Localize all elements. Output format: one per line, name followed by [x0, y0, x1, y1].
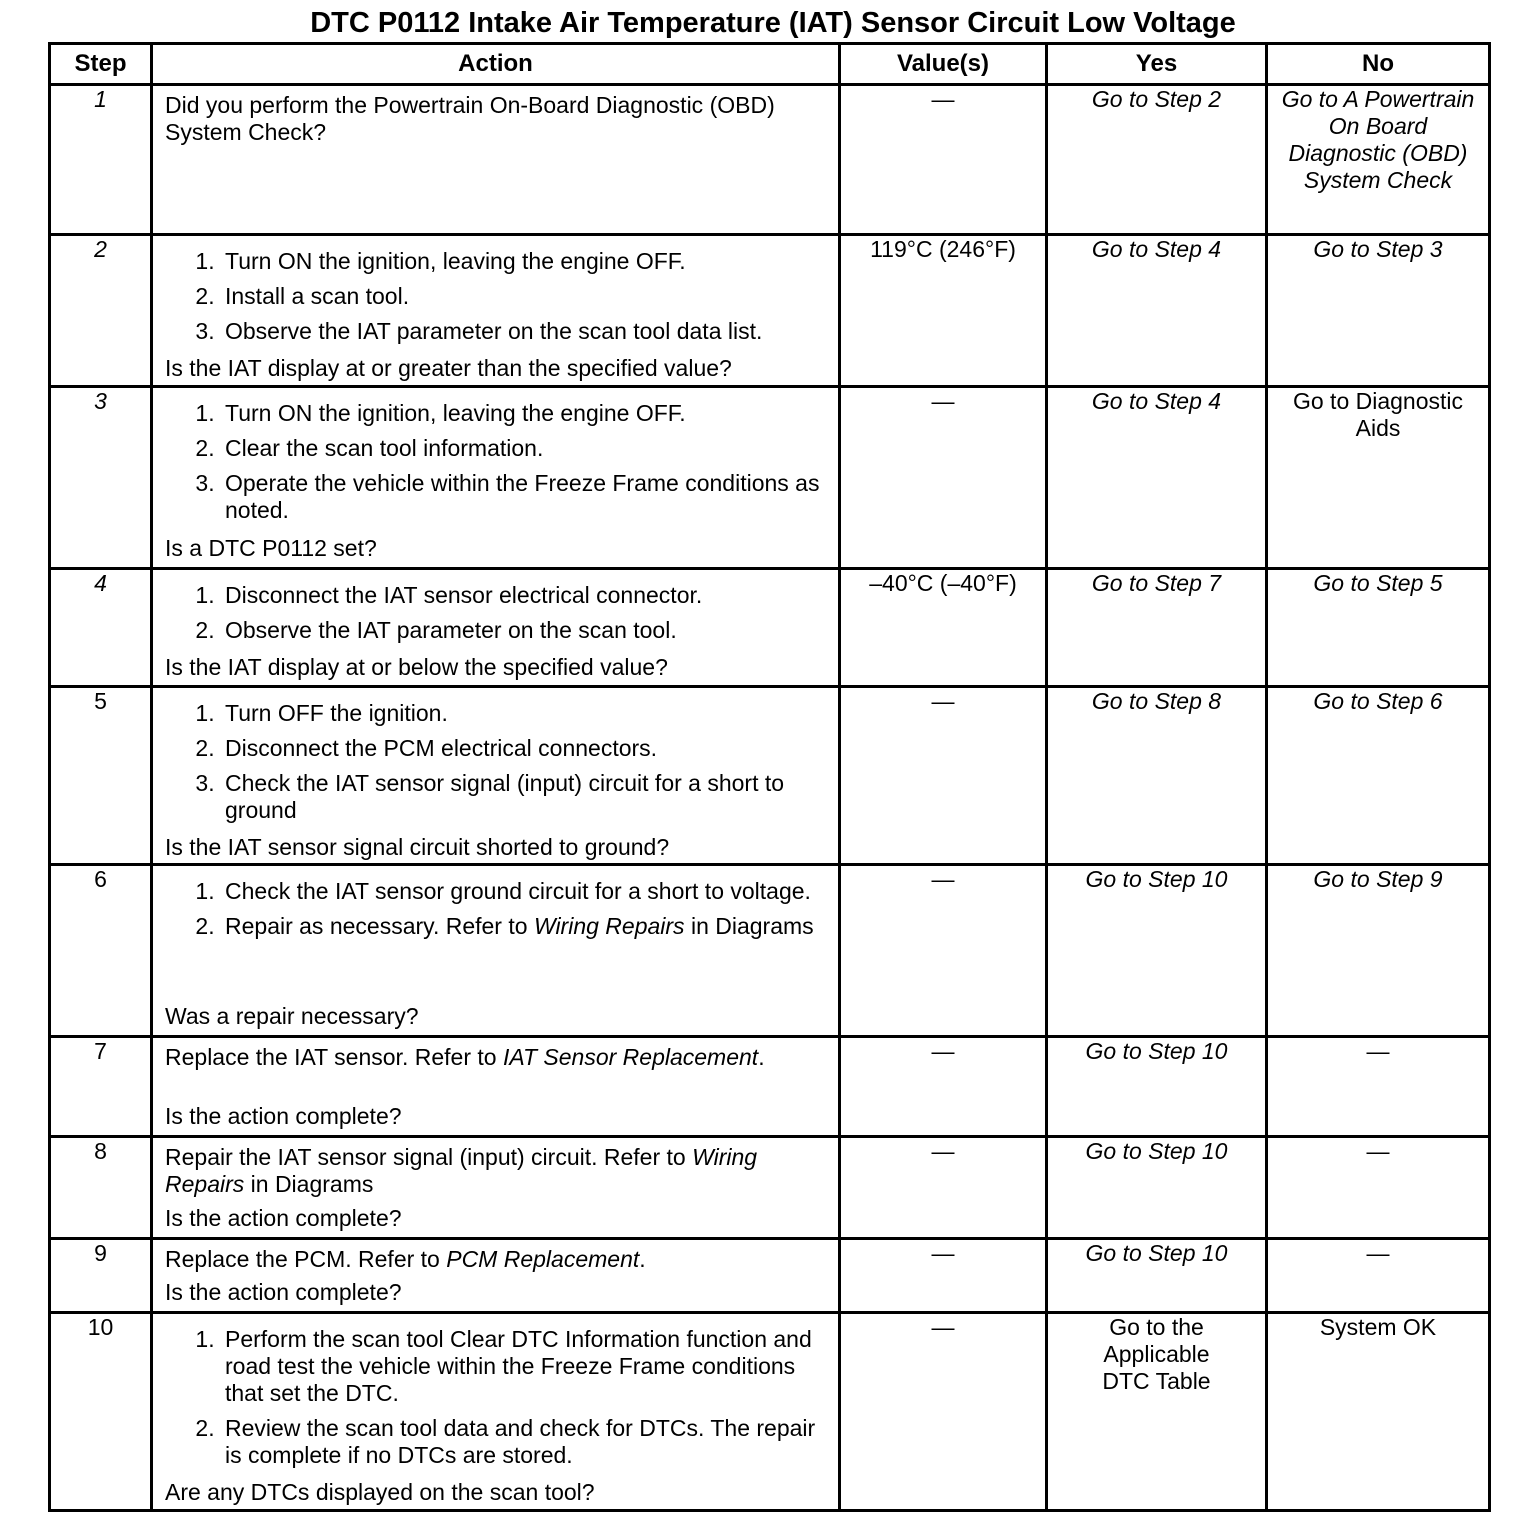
value-cell: — — [840, 387, 1047, 569]
yes-cell: Go to Step 10 — [1047, 1239, 1267, 1313]
list-item: 1. Check the IAT sensor ground circuit for a short to voltage. — [221, 878, 826, 905]
header-step: Step — [50, 44, 152, 85]
no-cell: Go to Diagnostic Aids — [1267, 387, 1490, 569]
action-cell — [152, 1313, 840, 1511]
action-list — [165, 400, 826, 532]
value-cell: — — [840, 85, 1047, 235]
action-cell — [152, 235, 840, 387]
no-cell: Go to A Powertrain On Board Diagnostic (OBD) System Check — [1267, 85, 1490, 235]
action-question: Is the IAT display at or below the specified value? — [165, 654, 668, 680]
action-text-part: . — [639, 1246, 646, 1272]
action-text — [165, 1246, 826, 1273]
yes-cell: Go to Step 2 — [1047, 85, 1267, 235]
action-cell — [152, 1037, 840, 1137]
table-row — [50, 235, 1490, 387]
action-list — [165, 700, 826, 832]
list-item: 3. Operate the vehicle within the Freeze Frame conditions as noted. — [221, 470, 826, 524]
step-number: 9 — [50, 1239, 152, 1313]
list-item: 1. Disconnect the IAT sensor electrical connector. — [221, 582, 826, 609]
step-number: 2 — [50, 235, 152, 387]
table-row — [50, 687, 1490, 865]
step-number: 4 — [50, 569, 152, 687]
list-item: 3. Check the IAT sensor signal (input) circuit for a short to ground — [221, 770, 826, 824]
reference-link-text: PCM Replacement — [446, 1246, 640, 1272]
list-item: 3. Observe the IAT parameter on the scan tool data list. — [221, 318, 826, 345]
value-cell: –40°C (–40°F) — [840, 569, 1047, 687]
item-text: in Diagrams — [684, 913, 814, 939]
action-cell — [152, 1239, 840, 1313]
yes-cell: Go to Step 4 — [1047, 235, 1267, 387]
action-text — [165, 1144, 826, 1198]
reference-link-text: IAT Sensor Replacement — [502, 1044, 759, 1070]
table-row — [50, 865, 1490, 1037]
action-text-part: in Diagrams — [244, 1171, 374, 1197]
value-cell: — — [840, 865, 1047, 1037]
table-row — [50, 1037, 1490, 1137]
item-text: Repair as necessary. Refer to — [225, 913, 534, 939]
yes-cell: Go to Step 10 — [1047, 1137, 1267, 1239]
list-item: 2. Clear the scan tool information. — [221, 435, 826, 462]
action-question: Is the IAT display at or greater than the specified value? — [165, 355, 732, 381]
yes-cell: Go to Step 8 — [1047, 687, 1267, 865]
reference-link-text: Wiring Repairs — [165, 1144, 758, 1197]
table-row — [50, 1137, 1490, 1239]
action-question: Is the action complete? — [165, 1279, 402, 1305]
yes-cell: Go to Step 7 — [1047, 569, 1267, 687]
table-row — [50, 1239, 1490, 1313]
action-question: Is the action complete? — [165, 1205, 402, 1231]
no-cell: — — [1267, 1037, 1490, 1137]
value-cell: — — [840, 1137, 1047, 1239]
header-values: Value(s) — [840, 44, 1047, 85]
step-number: 6 — [50, 865, 152, 1037]
value-cell: — — [840, 1239, 1047, 1313]
no-cell: — — [1267, 1137, 1490, 1239]
action-text: Did you perform the Powertrain On-Board Diagnostic (OBD) System Check? — [165, 92, 775, 145]
action-list — [165, 582, 826, 652]
header-yes: Yes — [1047, 44, 1267, 85]
diagnostic-table — [48, 42, 1491, 1512]
list-item: 2. Disconnect the PCM electrical connectors. — [221, 735, 826, 762]
action-question: Is a DTC P0112 set? — [165, 535, 377, 561]
table-row — [50, 85, 1490, 235]
list-item: 2. Observe the IAT parameter on the scan tool. — [221, 617, 826, 644]
action-text-part: Replace the IAT sensor. Refer to — [165, 1044, 503, 1070]
action-question: Is the action complete? — [165, 1103, 402, 1129]
list-item: 2. Install a scan tool. — [221, 283, 826, 310]
yes-cell: Go to Step 10 — [1047, 1037, 1267, 1137]
list-item: 1. Perform the scan tool Clear DTC Information function and road test the vehicle within the Freeze Frame conditions that set the DTC. — [221, 1326, 826, 1407]
no-cell: — — [1267, 1239, 1490, 1313]
value-cell: — — [840, 1037, 1047, 1137]
step-number: 8 — [50, 1137, 152, 1239]
value-cell: 119°C (246°F) — [840, 235, 1047, 387]
no-cell: System OK — [1267, 1313, 1490, 1511]
action-question: Is the IAT sensor signal circuit shorted to ground? — [165, 834, 670, 860]
no-cell: Go to Step 5 — [1267, 569, 1490, 687]
reference-link-text: Wiring Repairs — [533, 913, 685, 939]
value-cell: — — [840, 1313, 1047, 1511]
action-cell — [152, 1137, 840, 1239]
list-item — [221, 913, 826, 940]
header-action: Action — [152, 44, 840, 85]
yes-cell: Go to Step 4 — [1047, 387, 1267, 569]
action-question: Was a repair necessary? — [165, 1003, 419, 1029]
table-header-row — [50, 44, 1490, 85]
action-question: Are any DTCs displayed on the scan tool? — [165, 1479, 595, 1505]
table-row — [50, 387, 1490, 569]
step-number: 3 — [50, 387, 152, 569]
action-cell — [152, 865, 840, 1037]
no-cell: Go to Step 9 — [1267, 865, 1490, 1037]
step-number: 10 — [50, 1313, 152, 1511]
action-cell — [152, 85, 840, 235]
step-number: 5 — [50, 687, 152, 865]
value-cell: — — [840, 687, 1047, 865]
list-item: 1. Turn ON the ignition, leaving the engine OFF. — [221, 248, 826, 275]
step-number: 7 — [50, 1037, 152, 1137]
action-text-part: Replace the PCM. Refer to — [165, 1246, 447, 1272]
table-row — [50, 1313, 1490, 1511]
action-list — [165, 1326, 826, 1477]
no-cell: Go to Step 3 — [1267, 235, 1490, 387]
page-title: DTC P0112 Intake Air Temperature (IAT) Sensor Circuit Low Voltage — [310, 7, 1236, 39]
yes-cell: Go to Step 10 — [1047, 865, 1267, 1037]
yes-cell: Go to the Applicable DTC Table — [1047, 1313, 1267, 1511]
table-row — [50, 569, 1490, 687]
list-item: 1. Turn ON the ignition, leaving the engine OFF. — [221, 400, 826, 427]
action-cell — [152, 687, 840, 865]
list-item: 1. Turn OFF the ignition. — [221, 700, 826, 727]
no-cell: Go to Step 6 — [1267, 687, 1490, 865]
list-item: 2. Review the scan tool data and check for DTCs. The repair is complete if no DTCs are stored. — [221, 1415, 826, 1469]
step-number: 1 — [50, 85, 152, 235]
header-no: No — [1267, 44, 1490, 85]
action-list — [165, 248, 826, 353]
action-cell — [152, 569, 840, 687]
action-text-part: Repair the IAT sensor signal (input) circuit. Refer to — [165, 1144, 693, 1170]
action-text-part: . — [758, 1044, 765, 1070]
action-text — [165, 1044, 826, 1071]
action-cell — [152, 387, 840, 569]
action-list — [165, 878, 826, 948]
